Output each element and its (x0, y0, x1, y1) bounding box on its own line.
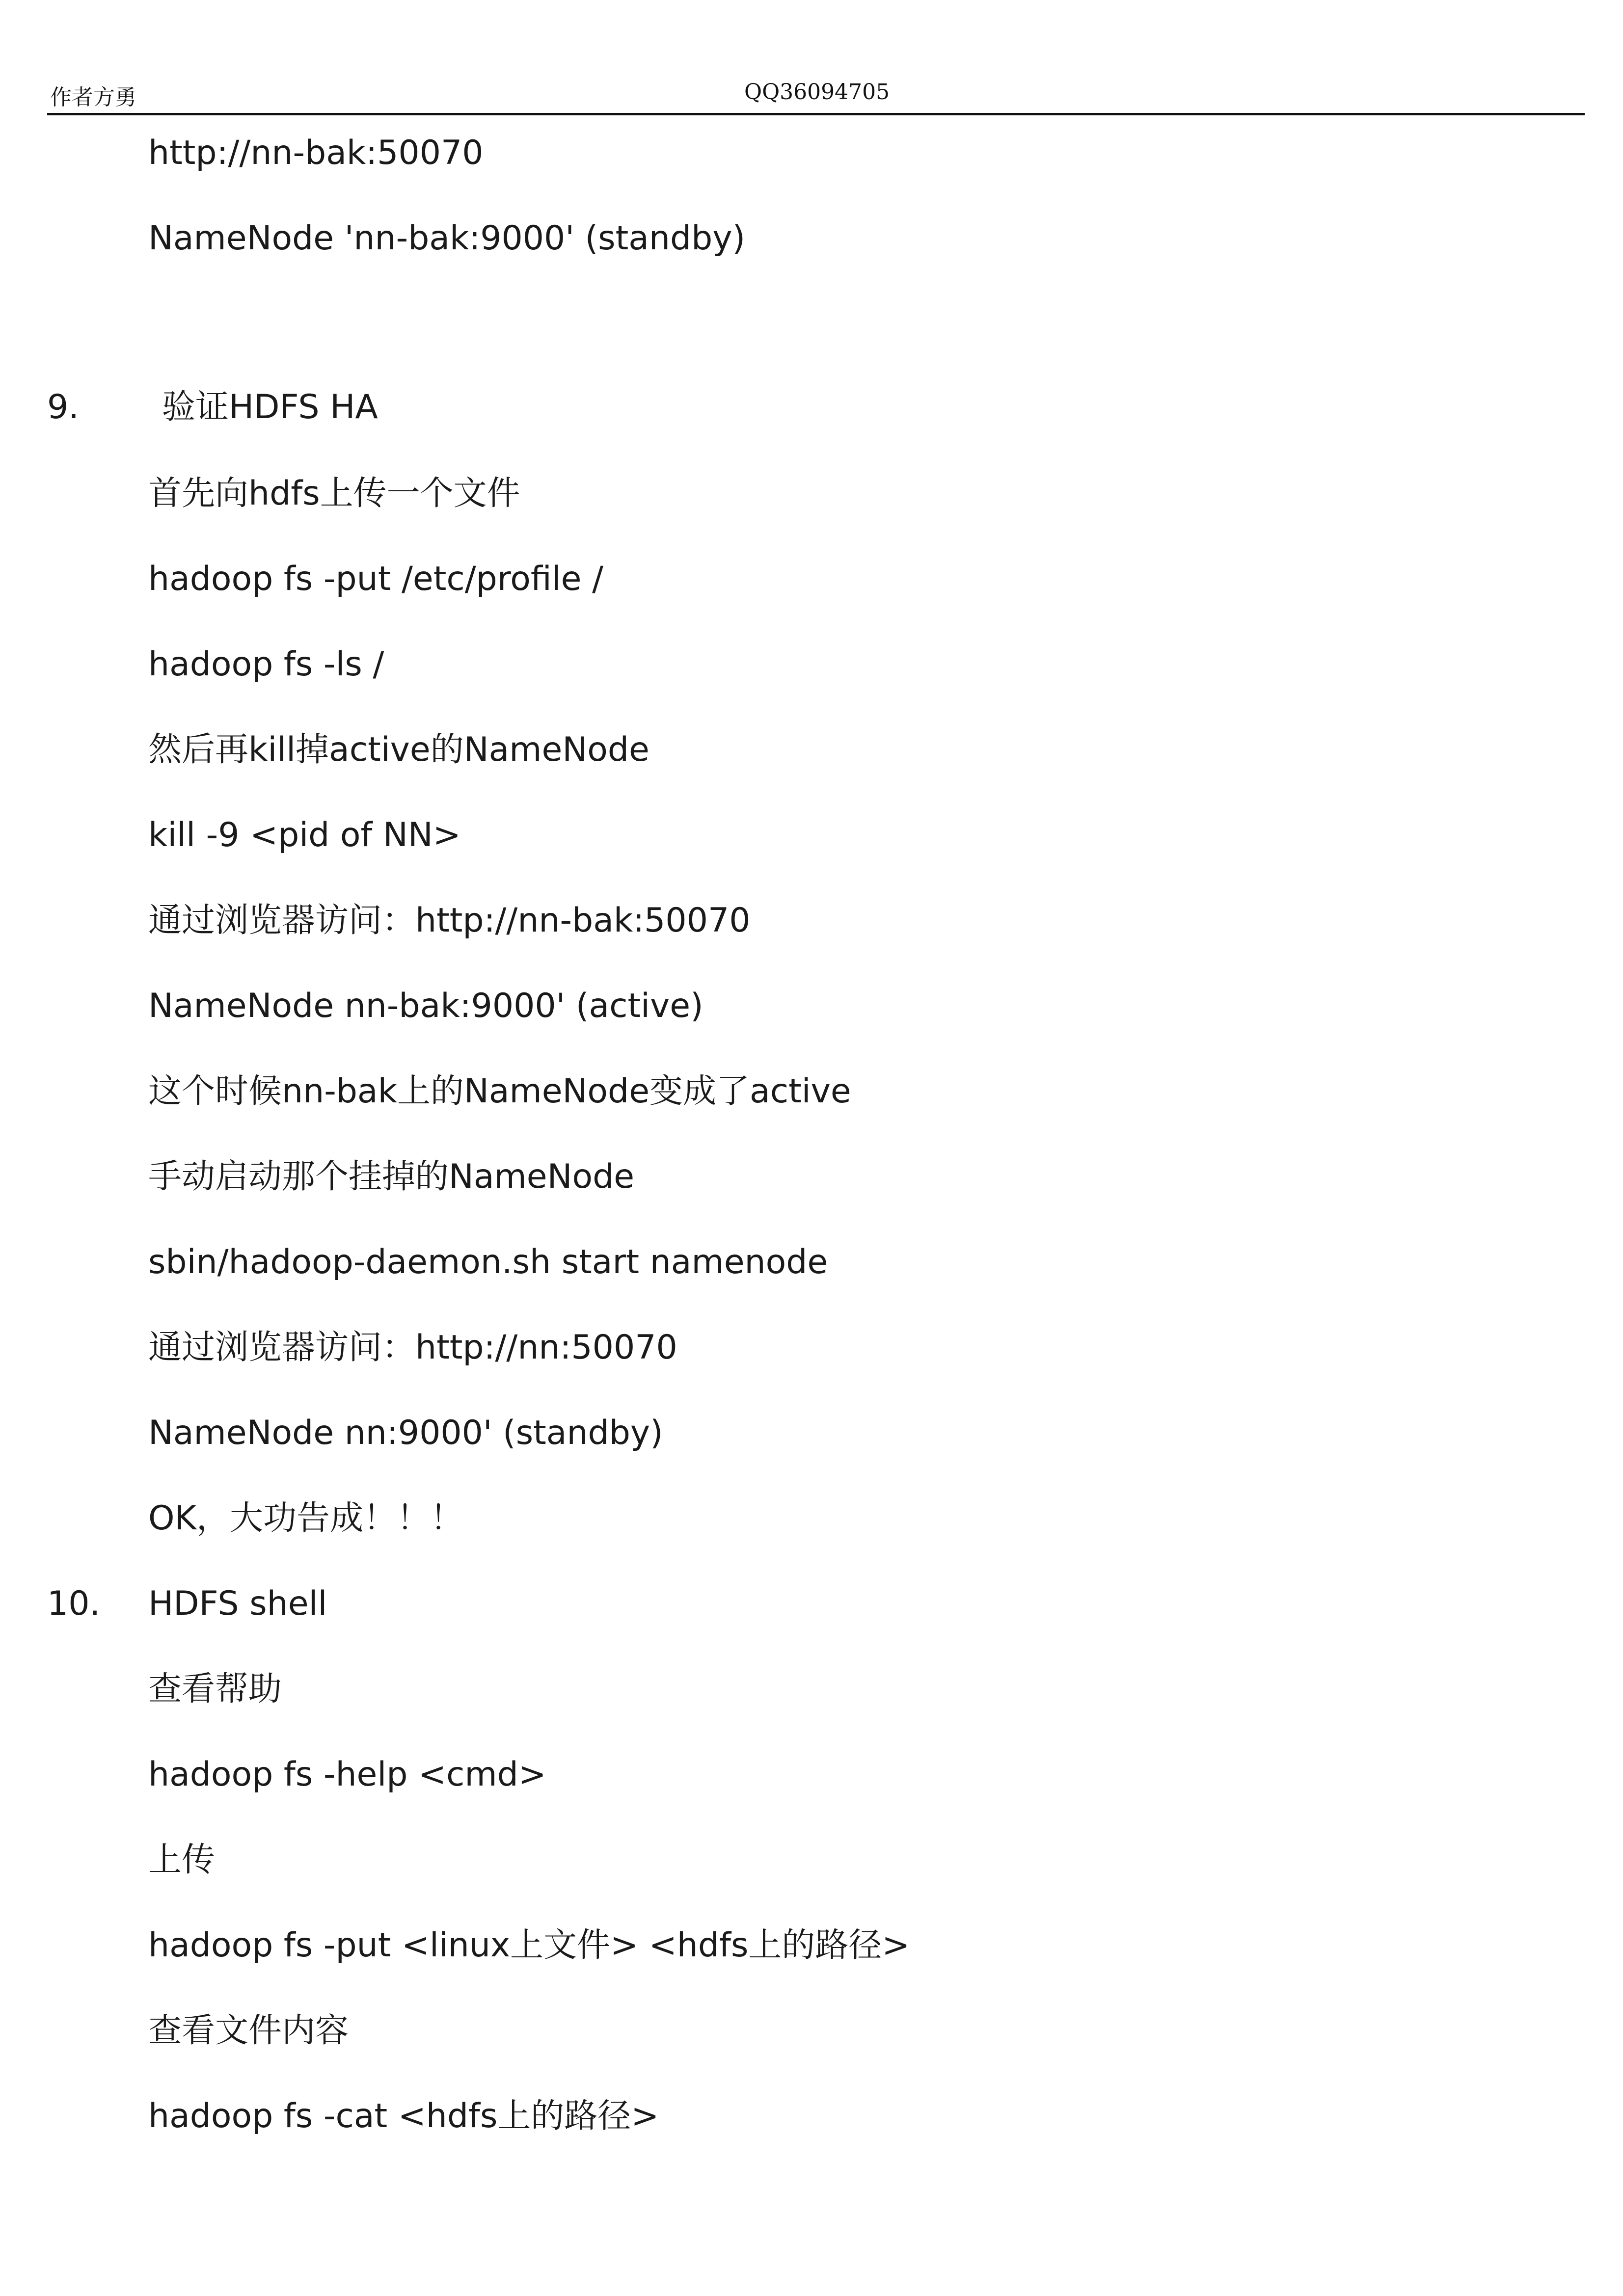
doc-line: 首先向hdfs上传一个文件 (148, 474, 520, 513)
doc-line: 查看帮助 (148, 1670, 282, 1709)
doc-line: http://nn-bak:50070 (148, 133, 484, 172)
code-line: hadoop fs -help <cmd> (148, 1755, 546, 1794)
doc-line: 这个时候nn-bak上的NameNode变成了active (148, 1072, 851, 1111)
code-line: hadoop fs -ls / (148, 645, 384, 684)
section-number: 9. (47, 388, 79, 427)
code-line: hadoop fs -put /etc/profile / (148, 560, 603, 598)
header-qq: QQ36094705 (744, 80, 890, 105)
doc-line: OK，大功告成！！！ (148, 1499, 464, 1538)
doc-line: 手动启动那个挂掉的NameNode (148, 1157, 635, 1196)
doc-line: 然后再kill掉active的NameNode (148, 730, 649, 769)
doc-line: 通过浏览器访问：http://nn-bak:50070 (148, 901, 751, 940)
doc-line: 查看文件内容 (148, 2011, 349, 2050)
doc-line: NameNode nn:9000' (standby) (148, 1414, 663, 1452)
header-author: 作者方勇 (50, 85, 136, 110)
code-line: hadoop fs -put <linux上文件> <hdfs上的路径> (148, 1926, 910, 1965)
doc-line: NameNode nn-bak:9000' (active) (148, 987, 703, 1025)
code-line: kill -9 <pid of NN> (148, 816, 461, 854)
section-number: 10. (47, 1584, 101, 1623)
doc-line: 上传 (148, 1841, 216, 1879)
section-heading: HDFS shell (148, 1584, 327, 1623)
code-line: hadoop fs -cat <hdfs上的路径> (148, 2097, 659, 2136)
page-header (47, 74, 1585, 115)
code-line: sbin/hadoop-daemon.sh start namenode (148, 1243, 828, 1281)
section-heading: 验证HDFS HA (162, 388, 378, 427)
doc-line: NameNode 'nn-bak:9000' (standby) (148, 219, 746, 258)
doc-line: 通过浏览器访问：http://nn:50070 (148, 1328, 677, 1367)
